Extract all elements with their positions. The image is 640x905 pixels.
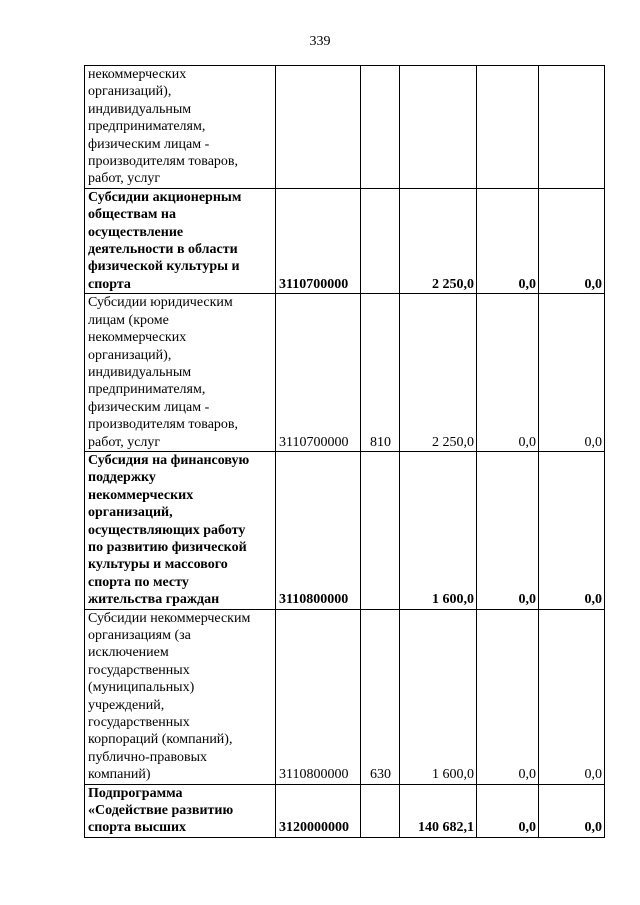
row-name-line: поддержку	[88, 470, 156, 486]
row-name-line: жительства граждан	[88, 592, 220, 608]
row-name-line: некоммерческих	[88, 67, 187, 82]
row-name-line: осуществление	[88, 224, 184, 240]
row-name-line: Подпрограмма	[88, 785, 183, 801]
code-cell: 3120000000	[276, 784, 361, 837]
row-name-cell	[85, 66, 276, 189]
row-name-line: культуры и массового	[88, 557, 228, 573]
amount-cell-2	[477, 66, 539, 189]
amount-cell-2: 0,0	[477, 784, 539, 837]
row-name-line: работ, услуг	[88, 434, 161, 450]
amount-cell: 1 600,0	[400, 609, 477, 784]
amount-cell-3: 0,0	[539, 784, 605, 837]
row-name-line: Субсидии некоммерческим	[88, 610, 251, 626]
row-name-line: государственных	[88, 662, 190, 678]
row-name-line: спорта высших	[88, 820, 187, 836]
amount-cell	[400, 66, 477, 189]
table-row	[85, 451, 605, 609]
row-name-line: по развитию физической	[88, 539, 247, 555]
row-name-line: публично-правовых	[88, 749, 207, 765]
amount-cell-3	[539, 66, 605, 189]
expense-type-cell	[361, 188, 400, 293]
amount-cell: 140 682,1	[400, 784, 477, 837]
amount-cell-3: 0,0	[539, 188, 605, 293]
row-name-line: государственных	[88, 715, 190, 731]
row-name-line: некоммерческих	[88, 487, 194, 503]
row-name-line: Субсидии акционерным	[88, 189, 242, 205]
code-cell: 3110700000	[276, 294, 361, 452]
amount-cell-2: 0,0	[477, 294, 539, 452]
row-name-line: предпринимателям,	[88, 382, 206, 398]
row-name-line: индивидуальным	[88, 101, 192, 117]
row-name-line: (муниципальных)	[88, 680, 195, 696]
row-name-line: производителям товаров,	[88, 417, 239, 433]
code-cell: 3110800000	[276, 609, 361, 784]
amount-cell-2: 0,0	[477, 188, 539, 293]
expense-type-cell	[361, 784, 400, 837]
row-name-line: «Содействие развитию	[88, 803, 234, 819]
row-name-line: исключением	[88, 645, 169, 661]
row-name-cell	[85, 188, 276, 293]
table-row	[85, 784, 605, 837]
expense-type-cell	[361, 66, 400, 189]
table-body	[85, 66, 605, 838]
expense-type-cell: 630	[361, 609, 400, 784]
row-name-line: Субсидии юридическим	[88, 295, 233, 311]
table-row	[85, 188, 605, 293]
row-name-line: организаций,	[88, 505, 173, 521]
amount-cell: 2 250,0	[400, 188, 477, 293]
row-name-line: осуществляющих работу	[88, 522, 246, 538]
amount-cell-2: 0,0	[477, 609, 539, 784]
row-name-line: производителям товаров,	[88, 154, 239, 170]
row-name-line: корпораций (компаний),	[88, 732, 233, 748]
row-name-line: спорта	[88, 276, 131, 292]
table-row	[85, 66, 605, 189]
row-name-line: работ, услуг	[88, 171, 161, 187]
row-name-line: спорта по месту	[88, 574, 189, 590]
table-row	[85, 294, 605, 452]
row-name-cell	[85, 784, 276, 837]
expense-type-cell: 810	[361, 294, 400, 452]
row-name-line: лицам (кроме	[88, 312, 169, 328]
row-name-line: организациям (за	[88, 628, 191, 643]
amount-cell-3: 0,0	[539, 294, 605, 452]
row-name-cell	[85, 294, 276, 452]
row-name-line: Субсидия на финансовую	[88, 452, 250, 468]
row-name-line: организаций),	[88, 84, 172, 100]
code-cell: 3110800000	[276, 451, 361, 609]
row-name-line: некоммерческих	[88, 330, 187, 346]
amount-cell: 1 600,0	[400, 451, 477, 609]
amount-cell-3: 0,0	[539, 609, 605, 784]
amount-cell: 2 250,0	[400, 294, 477, 452]
table-row	[85, 609, 605, 784]
row-name-line: индивидуальным	[88, 364, 192, 380]
expense-type-cell	[361, 451, 400, 609]
page-number: 339	[309, 34, 331, 49]
row-name-line: физической культуры и	[88, 259, 240, 275]
amount-cell-3: 0,0	[539, 451, 605, 609]
row-name-line: компаний)	[88, 767, 151, 783]
row-name-line: физическим лицам -	[88, 399, 210, 415]
row-name-line: физическим лицам -	[88, 136, 210, 152]
row-name-line: учреждений,	[88, 697, 165, 713]
row-name-line: предпринимателям,	[88, 119, 206, 135]
budget-table	[84, 65, 605, 838]
row-name-line: деятельности в области	[88, 242, 238, 258]
row-name-cell	[85, 609, 276, 784]
row-name-cell	[85, 451, 276, 609]
amount-cell-2: 0,0	[477, 451, 539, 609]
code-cell: 3110700000	[276, 188, 361, 293]
code-cell	[276, 66, 361, 189]
row-name-line: обществам на	[88, 207, 176, 223]
row-name-line: организаций),	[88, 347, 172, 363]
